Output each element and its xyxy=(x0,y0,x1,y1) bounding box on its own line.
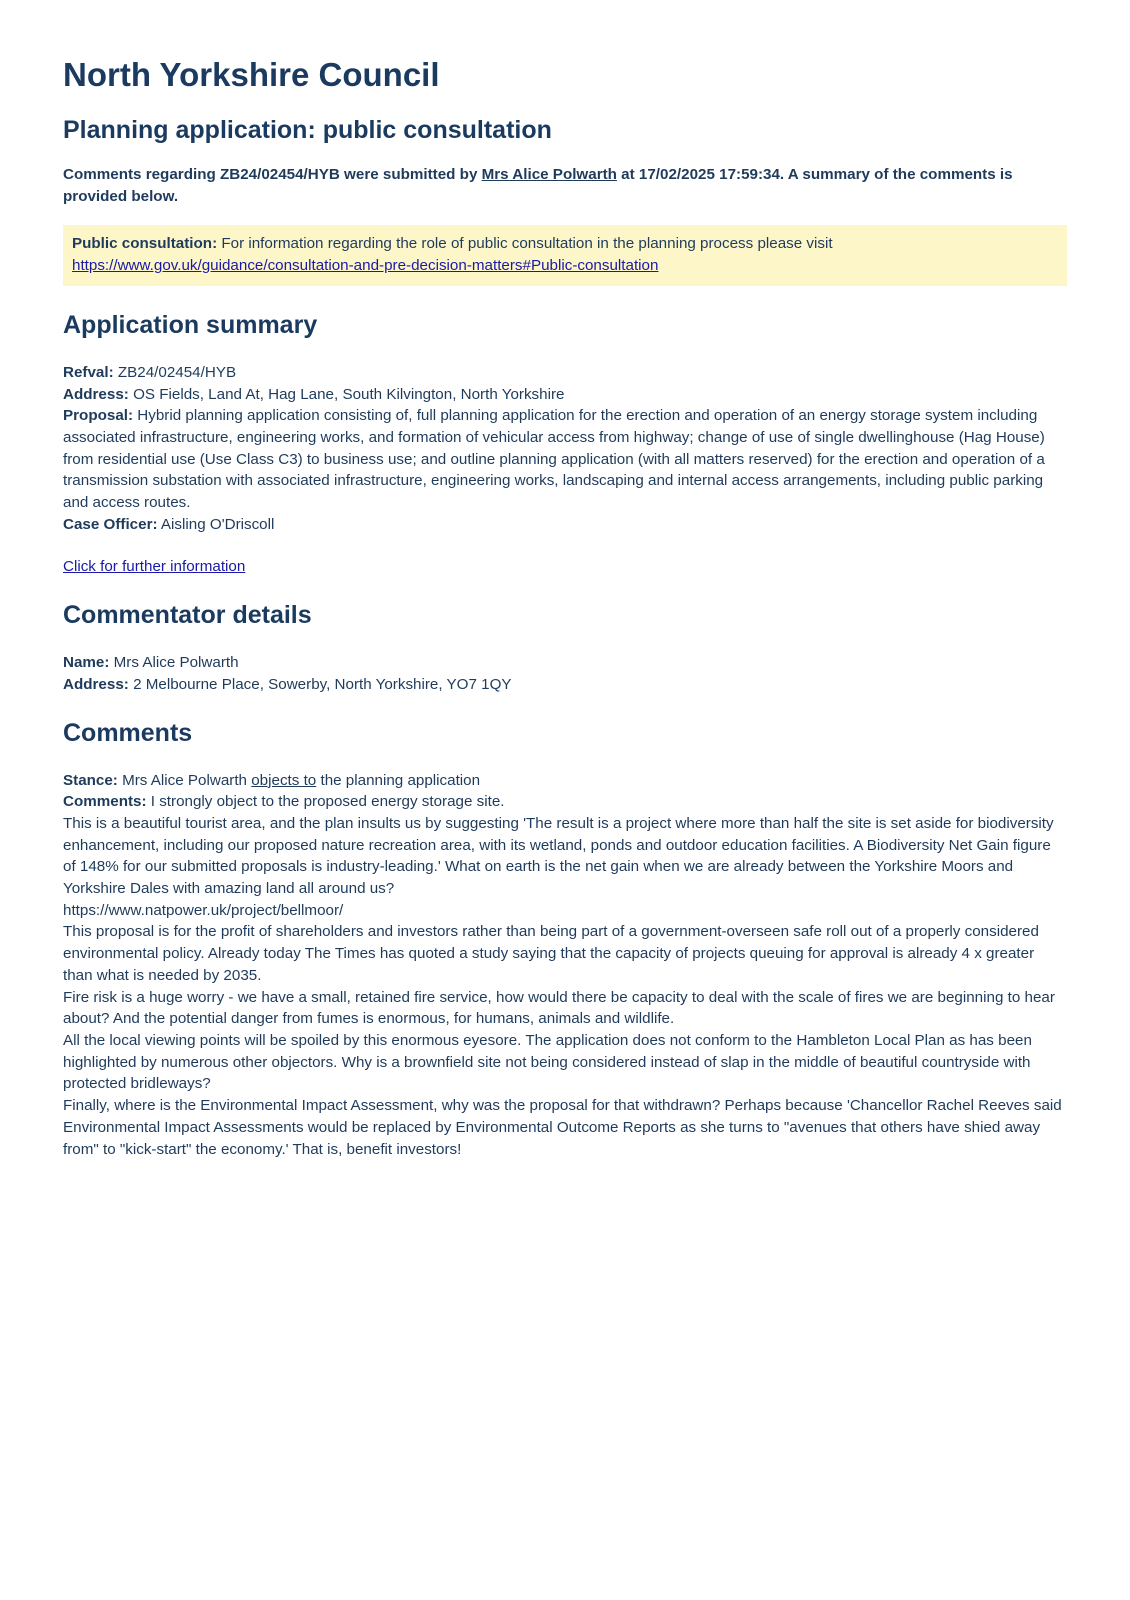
commentator-name-label: Name: xyxy=(63,654,110,672)
submitter-link[interactable]: Mrs Alice Polwarth xyxy=(481,166,617,183)
further-info-row xyxy=(63,556,1067,578)
comments-heading: Comments xyxy=(63,718,193,747)
comments-first-line: I strongly object to the proposed energy storage site. xyxy=(146,793,505,811)
comments-first-row xyxy=(63,791,1067,813)
case-officer-label: Case Officer: xyxy=(63,515,158,533)
notice-label: Public consultation: xyxy=(72,235,218,253)
comment-paragraph: Fire risk is a huge worry - we have a small, retained fire service, how would there be capacity to deal with the scale of fires we are beginning to hear about? And the potential danger from fumes is enormous, for humans, animals and wildlife. xyxy=(63,988,1055,1028)
commentator-address-label: Address: xyxy=(63,675,129,693)
address-label: Address: xyxy=(63,385,129,403)
comment-paragraph: https://www.natpower.uk/project/bellmoor/ xyxy=(63,901,344,919)
application-summary-heading: Application summary xyxy=(63,310,318,339)
stance-suffix: the planning application xyxy=(316,771,481,789)
council-title: North Yorkshire Council xyxy=(63,56,440,93)
commentator-address-row xyxy=(63,674,1067,696)
commentator-name-row xyxy=(63,652,1067,674)
further-information-link[interactable]: Click for further information xyxy=(63,558,246,576)
comment-paragraph: All the local viewing points will be spoiled by this enormous eyesore. The application does not conform to the Hambleton Local Plan as has been highlighted by numerous other objectors. Why is a brownfield site not being considered instead of slap in the middle of beautiful countryside with protected bridleways? xyxy=(63,1031,1032,1093)
refval-row xyxy=(63,362,1067,384)
stance-prefix: Mrs Alice Polwarth xyxy=(117,771,252,789)
commentator-name-value: Mrs Alice Polwarth xyxy=(109,654,239,672)
page-heading: Planning application: public consultation xyxy=(63,116,552,144)
intro-statement xyxy=(63,164,1067,207)
address-value: OS Fields, Land At, Hag Lane, South Kilvington, North Yorkshire xyxy=(128,385,565,403)
stance-objects-link[interactable]: objects to xyxy=(251,771,317,789)
comment-paragraph: This proposal is for the profit of shareholders and investors rather than being part of a government-overseen safe roll out of a properly considered environmental policy. Already today The Times has quoted a study saying that the capacity of projects queuing for approval is already 4 x greater than what is needed by 2035. xyxy=(63,923,1039,984)
comments-body xyxy=(63,770,1067,1161)
commentator-address-value: 2 Melbourne Place, Sowerby, North Yorkshire, YO7 1QY xyxy=(128,675,512,693)
stance-row xyxy=(63,770,1067,792)
consultation-guidance-link[interactable]: https://www.gov.uk/guidance/consultation-and-pre-decision-matters#Public-consultation xyxy=(72,257,659,275)
public-consultation-notice xyxy=(63,225,1067,285)
stance-label: Stance: xyxy=(63,771,118,789)
comments-label: Comments: xyxy=(63,793,147,811)
proposal-value: Hybrid planning application consisting of, full planning application for the erection and operation of an energy storage system including associated infrastructure, engineering works, and formation of vehicular access from highway; change of use of single dwellinghouse (Hag House) from residential use (Use Class C3) to business use; and outline planning application (with all matters reserved) for the erection and operation of a transmission substation with associated infrastructure, engineering works, landscaping and internal access arrangements, including public parking and access routes. xyxy=(63,407,1045,512)
commentator-details xyxy=(63,652,1067,695)
document-content xyxy=(63,52,1067,1160)
address-row xyxy=(63,384,1067,406)
case-officer-row xyxy=(63,514,1067,536)
case-officer-value: Aisling O'Driscoll xyxy=(157,515,275,533)
commentator-details-heading: Commentator details xyxy=(63,601,312,630)
comment-paragraph: Finally, where is the Environmental Impact Assessment, why was the proposal for that withdrawn? Perhaps because 'Chancellor Rachel Reeves said Environmental Impact Assessments would be replaced by Environmental Outcome Reports as she turns to "avenues that others have shied away from" to "kick-start" the economy.' That is, benefit investors! xyxy=(63,1097,1062,1158)
intro-prefix: Comments regarding ZB24/02454/HYB were submitted by xyxy=(63,166,482,183)
comment-paragraph: This is a beautiful tourist area, and the plan insults us by suggesting 'The result is a project where more than half the site is set aside for biodiversity enhancement, including our proposed nature recreation area, with its wetland, ponds and outdoor education facilities. A Biodiversity Net Gain figure of 148% for our submitted proposals is industry-leading.' What on earth is the net gain when we are already between the Yorkshire Moors and Yorkshire Dales with amazing land all around us? xyxy=(63,814,1054,898)
proposal-row xyxy=(63,405,1067,514)
proposal-label: Proposal: xyxy=(63,407,134,425)
intro-suffix: at 17/02/2025 17:59:34. A summary of the comments is provided below. xyxy=(63,166,1013,205)
notice-text: For information regarding the role of public consultation in the planning process please visit xyxy=(217,235,833,253)
refval-value: ZB24/02454/HYB xyxy=(113,363,237,381)
refval-label: Refval: xyxy=(63,363,114,381)
application-summary-details xyxy=(63,362,1067,536)
